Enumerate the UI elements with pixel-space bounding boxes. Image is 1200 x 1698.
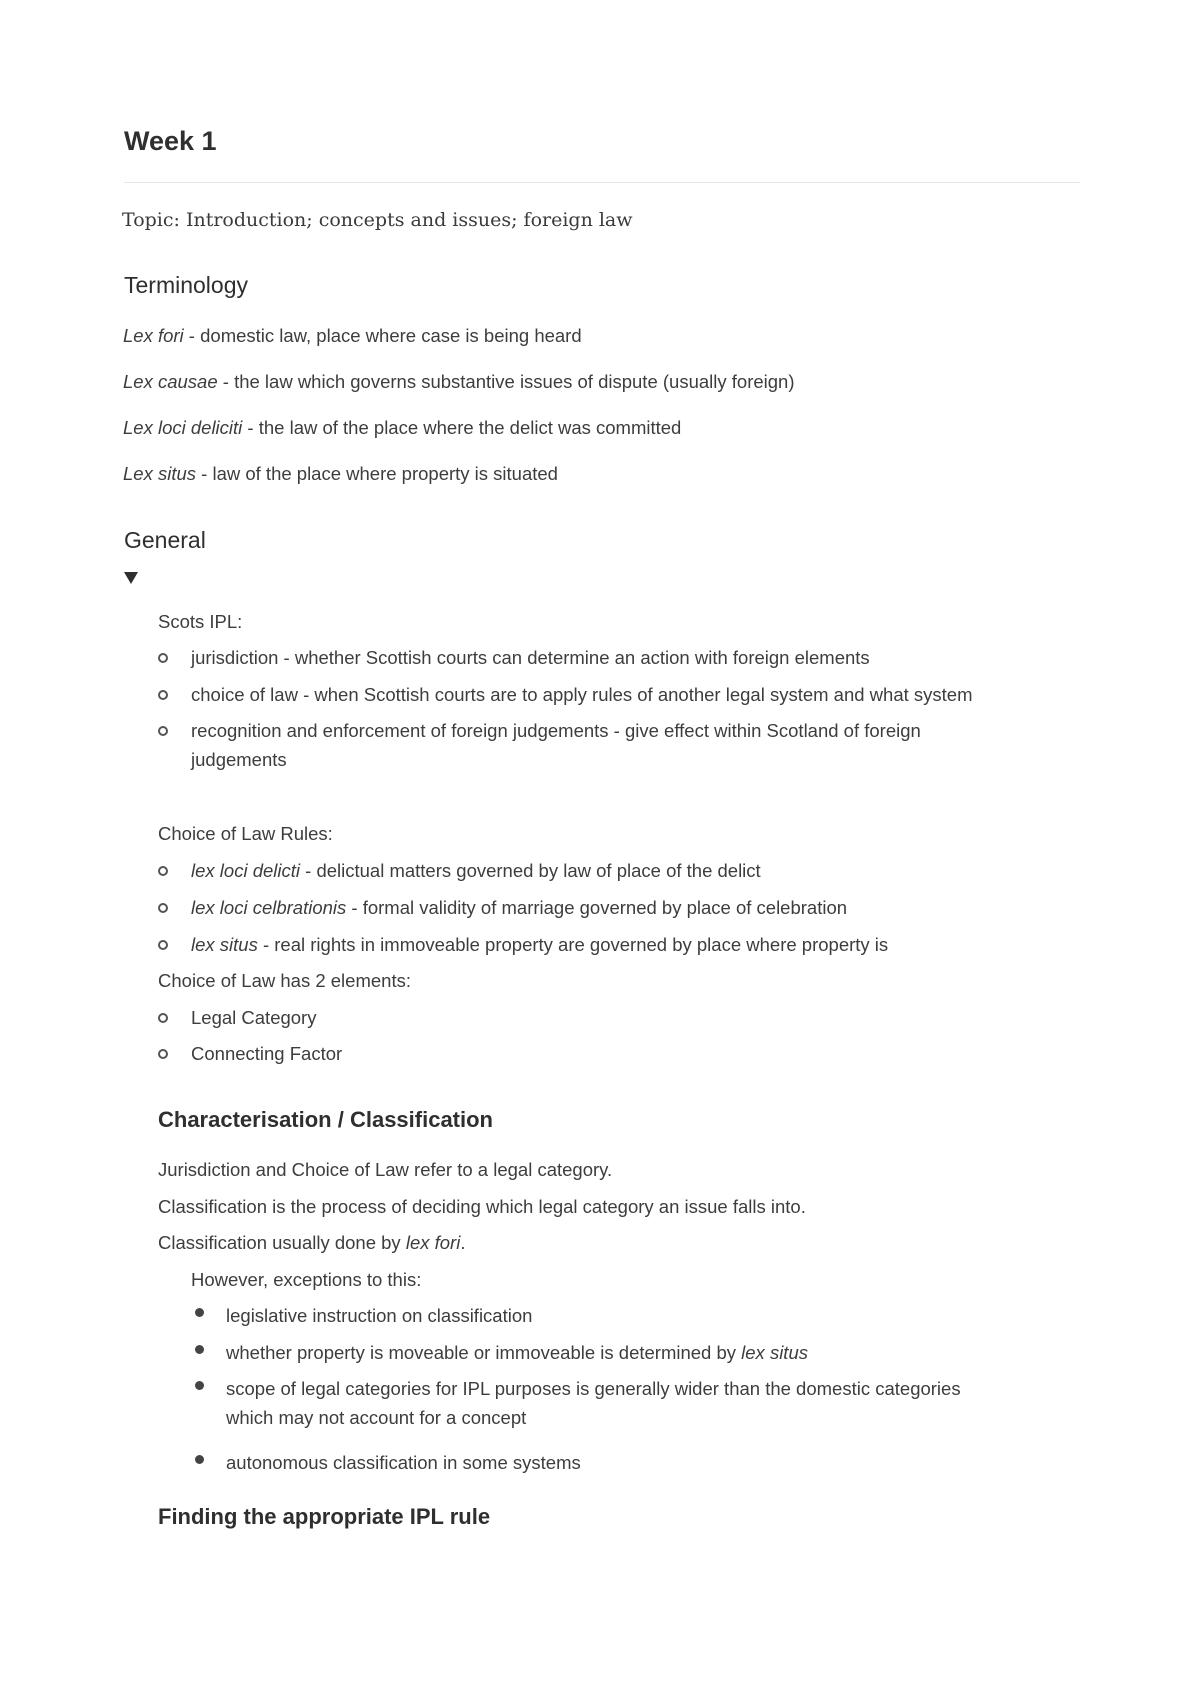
list-item: choice of law - when Scottish courts are to apply rules of another legal system and what system — [191, 684, 973, 705]
title-divider — [124, 182, 1080, 183]
list-item — [191, 858, 761, 884]
list-item — [226, 1340, 808, 1366]
lex-fori-term: lex fori — [405, 1232, 461, 1253]
page-title: Week 1 — [124, 126, 217, 156]
filled-bullet-icon — [195, 1381, 204, 1390]
toggle-triangle-icon[interactable] — [124, 572, 138, 584]
list-item: jurisdiction - whether Scottish courts can determine an action with foreign elements — [191, 647, 870, 668]
hollow-bullet-icon — [158, 1049, 168, 1059]
rule-term: lex loci celbrationis — [191, 897, 347, 918]
general-heading: General — [124, 527, 206, 553]
list-item: scope of legal categories for IPL purposes is generally wider than the domestic categories — [226, 1378, 961, 1399]
line-text: whether property is moveable or immoveable is determined by — [226, 1342, 742, 1363]
finding-ipl-rule-heading: Finding the appropriate IPL rule — [158, 1504, 491, 1529]
term-name: Lex situs — [123, 463, 197, 484]
line-text: . — [460, 1232, 466, 1253]
lex-situs-term: lex situs — [741, 1342, 808, 1363]
rule-term: lex loci delicti — [191, 860, 300, 881]
term-row — [123, 323, 582, 349]
elements-label: Choice of Law has 2 elements: — [158, 970, 411, 991]
hollow-bullet-icon — [158, 726, 168, 736]
list-item: legislative instruction on classification — [226, 1305, 533, 1326]
rule-term: lex situs — [191, 934, 258, 955]
term-name: Lex loci deliciti — [123, 417, 243, 438]
list-item-continuation: judgements — [191, 749, 287, 770]
terminology-heading: Terminology — [124, 272, 248, 298]
term-row — [123, 369, 795, 395]
classification-heading: Characterisation / Classification — [158, 1107, 493, 1132]
line-text: Classification usually done by — [158, 1232, 406, 1253]
term-row — [123, 461, 558, 487]
hollow-bullet-icon — [158, 653, 168, 663]
hollow-bullet-icon — [158, 1013, 168, 1023]
term-row — [123, 415, 681, 441]
hollow-bullet-icon — [158, 940, 168, 950]
list-item — [191, 895, 847, 921]
rule-definition: - formal validity of marriage governed by place of celebration — [346, 897, 848, 918]
list-item-continuation: which may not account for a concept — [226, 1407, 527, 1428]
term-definition: - the law of the place where the delict was committed — [242, 417, 682, 438]
term-name: Lex causae — [123, 371, 218, 392]
term-definition: - the law which governs substantive issues of dispute (usually foreign) — [217, 371, 795, 392]
classification-line — [158, 1230, 465, 1256]
term-name: Lex fori — [123, 325, 184, 346]
term-definition: - law of the place where property is situated — [196, 463, 558, 484]
hollow-bullet-icon — [158, 690, 168, 700]
topic-line: Topic: Introduction; concepts and issues; foreign law — [122, 209, 633, 231]
exceptions-label: However, exceptions to this: — [191, 1269, 422, 1290]
list-item: Connecting Factor — [191, 1043, 343, 1064]
rule-definition: - real rights in immoveable property are governed by place where property is — [257, 934, 889, 955]
list-item: Legal Category — [191, 1007, 317, 1028]
rule-definition: - delictual matters governed by law of place of the delict — [300, 860, 761, 881]
list-item: recognition and enforcement of foreign judgements - give effect within Scotland of foreign — [191, 720, 921, 741]
hollow-bullet-icon — [158, 903, 168, 913]
choice-of-law-rules-label: Choice of Law Rules: — [158, 823, 333, 844]
filled-bullet-icon — [195, 1345, 204, 1354]
filled-bullet-icon — [195, 1308, 204, 1317]
hollow-bullet-icon — [158, 866, 168, 876]
list-item — [191, 932, 888, 958]
filled-bullet-icon — [195, 1455, 204, 1464]
classification-line: Classification is the process of deciding which legal category an issue falls into. — [158, 1196, 806, 1217]
classification-line: Jurisdiction and Choice of Law refer to a legal category. — [158, 1159, 613, 1180]
term-definition: - domestic law, place where case is being heard — [183, 325, 582, 346]
scots-ipl-label: Scots IPL: — [158, 611, 243, 632]
list-item: autonomous classification in some systems — [226, 1452, 581, 1473]
